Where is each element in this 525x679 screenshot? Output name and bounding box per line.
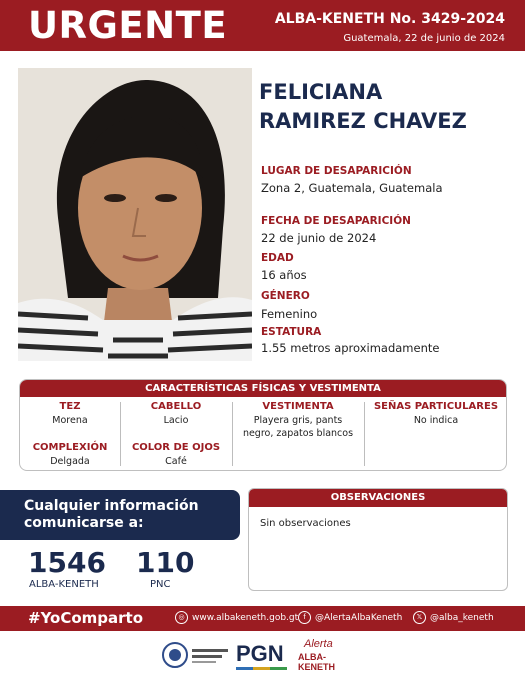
place-value: Zona 2, Guatemala, Guatemala — [261, 181, 443, 195]
phone-pnc-label: PNC — [150, 579, 171, 590]
urgent-title: URGENTE — [28, 4, 228, 47]
observations-panel — [248, 488, 508, 591]
date-value: 22 de junio de 2024 — [261, 231, 377, 245]
person-name — [259, 78, 467, 136]
contact-text — [24, 498, 199, 532]
globe-icon: ◎ — [175, 611, 188, 624]
height-label: ESTATURA — [261, 326, 322, 338]
complexion-cell — [20, 442, 120, 468]
pgn-text: PGN — [236, 641, 284, 666]
alert-date: Guatemala, 22 de junio de 2024 — [343, 33, 505, 44]
hair-value: Lacio — [163, 415, 189, 426]
guatemala-seal-logo — [162, 638, 230, 672]
alert-number: ALBA-KENETH No. 3429-2024 — [274, 11, 505, 27]
facebook-text: @AlertaAlbaKeneth — [315, 612, 403, 623]
clothing-value-line1: Playera gris, pants — [253, 415, 343, 426]
person-first-name: FELICIANA — [259, 80, 383, 104]
twitter-link[interactable] — [413, 611, 494, 624]
marks-cell — [364, 401, 507, 427]
alba-keneth-text: ALBA-KENETH — [298, 652, 336, 672]
height-value: 1.55 metros aproximadamente — [261, 341, 440, 355]
age-label: EDAD — [261, 252, 294, 264]
hair-cell — [120, 401, 232, 427]
gender-value: Femenino — [261, 307, 318, 321]
clothing-label: VESTIMENTA — [262, 401, 334, 412]
contact-line1: Cualquier información — [24, 498, 199, 514]
clothing-value-line2: negro, zapatos blancos — [242, 428, 354, 439]
tez-value: Morena — [52, 415, 88, 426]
marks-label: SEÑAS PARTICULARES — [373, 401, 499, 412]
pgn-logo — [236, 638, 288, 672]
facebook-link[interactable] — [298, 611, 402, 624]
x-icon: 𝕏 — [413, 611, 426, 624]
hair-label: CABELLO — [150, 401, 202, 412]
twitter-text: @alba_keneth — [430, 612, 494, 623]
person-last-name: RAMIREZ CHAVEZ — [259, 109, 467, 133]
header-bar — [0, 0, 525, 51]
contact-banner — [0, 490, 240, 540]
alerta-alba-keneth-logo — [298, 638, 360, 672]
characteristics-title: CARACTERÍSTICAS FÍSICAS Y VESTIMENTA — [20, 380, 506, 397]
alerta-text: Alerta — [304, 638, 333, 650]
tez-cell — [20, 401, 120, 427]
phone-alba-keneth-label: ALBA-KENETH — [29, 579, 99, 590]
website-text: www.albakeneth.gob.gt — [192, 612, 299, 623]
logos-strip — [0, 638, 525, 674]
phone-pnc[interactable]: 110 — [136, 546, 195, 579]
tez-label: TEZ — [59, 401, 81, 412]
eyes-label: COLOR DE OJOS — [131, 442, 221, 453]
complexion-value: Delgada — [50, 456, 90, 467]
phone-alba-keneth[interactable]: 1546 — [28, 546, 106, 579]
facebook-icon: f — [298, 611, 311, 624]
clothing-cell — [232, 401, 364, 440]
age-value: 16 años — [261, 268, 307, 282]
complexion-label: COMPLEXIÓN — [32, 442, 108, 453]
missing-person-photo — [18, 68, 252, 361]
footer-bar — [0, 606, 525, 631]
marks-value: No indica — [413, 415, 459, 426]
characteristics-panel — [19, 379, 507, 471]
date-label: FECHA DE DESAPARICIÓN — [261, 215, 411, 227]
hashtag[interactable]: #YoComparto — [28, 609, 144, 627]
observations-title: OBSERVACIONES — [249, 489, 507, 507]
website-link[interactable] — [175, 611, 298, 624]
eyes-value: Café — [165, 456, 187, 467]
eyes-cell — [120, 442, 232, 468]
observations-text: Sin observaciones — [260, 518, 351, 529]
contact-line2: comunicarse a: — [24, 515, 144, 531]
gender-label: GÉNERO — [261, 290, 310, 302]
place-label: LUGAR DE DESAPARICIÓN — [261, 165, 412, 177]
